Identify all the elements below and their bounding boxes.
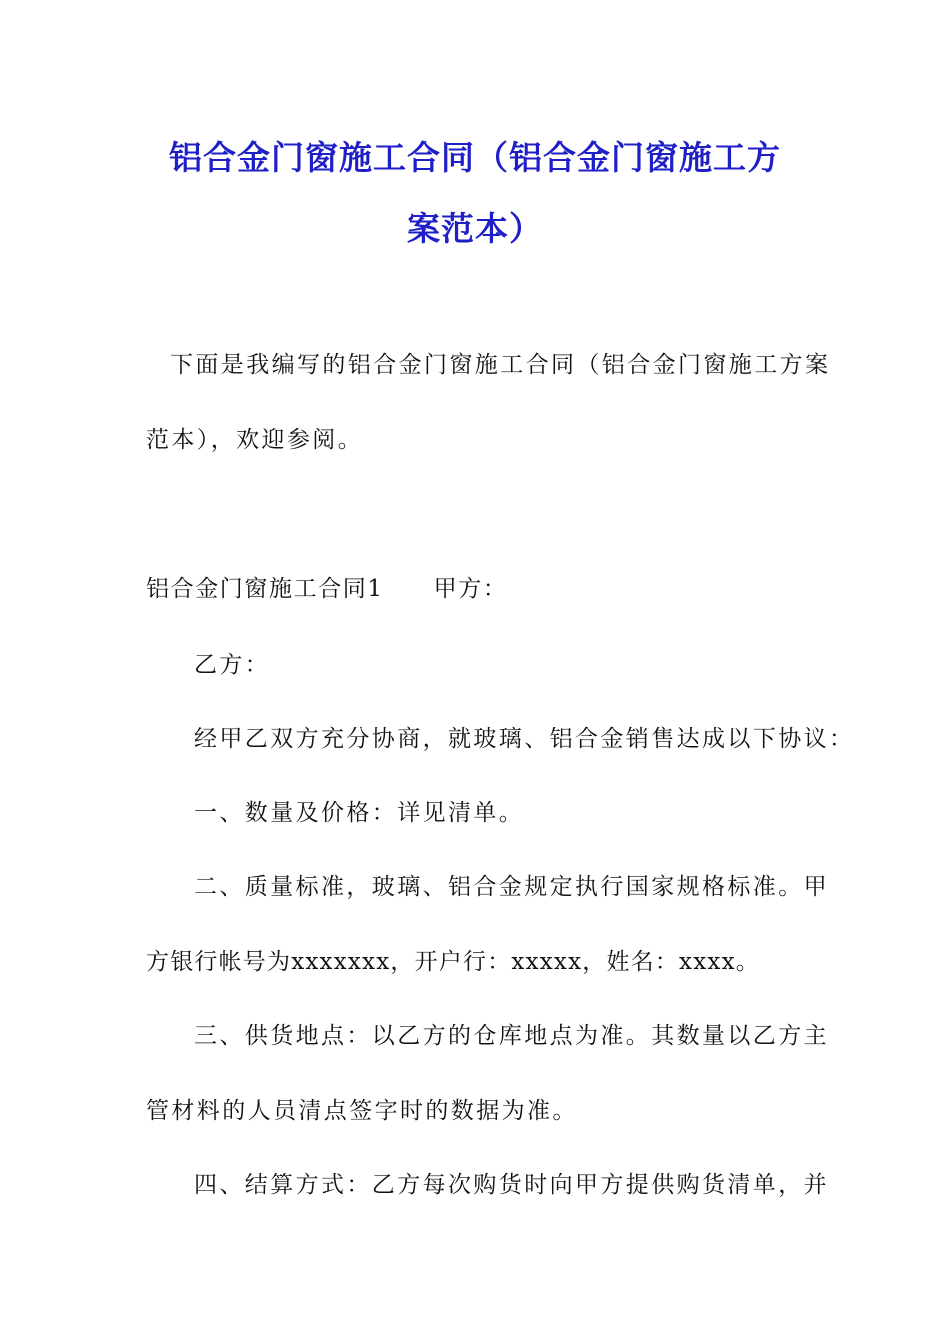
document-title-line-1: 铝合金门窗施工合同（铝合金门窗施工方 (169, 138, 781, 177)
section-heading: 铝合金门窗施工合同1 (146, 576, 384, 602)
intro-line-2: 范本），欢迎参阅。 (146, 427, 364, 453)
clause-2-line-1: 二、质量标准，玻璃、铝合金规定执行国家规格标准。甲 (194, 874, 829, 900)
clause-2-line-2: 方银行帐号为xxxxxxx，开户行：xxxxx，姓名：xxxx。 (146, 949, 760, 975)
clause-3-line-2: 管材料的人员清点签字时的数据为准。 (146, 1098, 578, 1124)
intro-line-1: 下面是我编写的铝合金门窗施工合同（铝合金门窗施工方案 (170, 352, 831, 378)
section-heading-row (146, 570, 806, 603)
clause-4-line-1: 四、结算方式：乙方每次购货时向甲方提供购货清单，并 (194, 1172, 829, 1198)
agreement-text: 经甲乙双方充分协商，就玻璃、铝合金销售达成以下协议： (194, 726, 855, 752)
party-b-label: 乙方： (194, 652, 271, 678)
clause-1: 一、数量及价格：详见清单。 (194, 800, 525, 826)
document-title-line-2: 案范本） (407, 209, 543, 248)
clause-3-line-1: 三、供货地点：以乙方的仓库地点为准。其数量以乙方主 (194, 1023, 829, 1049)
party-a-label: 甲方： (433, 576, 508, 602)
